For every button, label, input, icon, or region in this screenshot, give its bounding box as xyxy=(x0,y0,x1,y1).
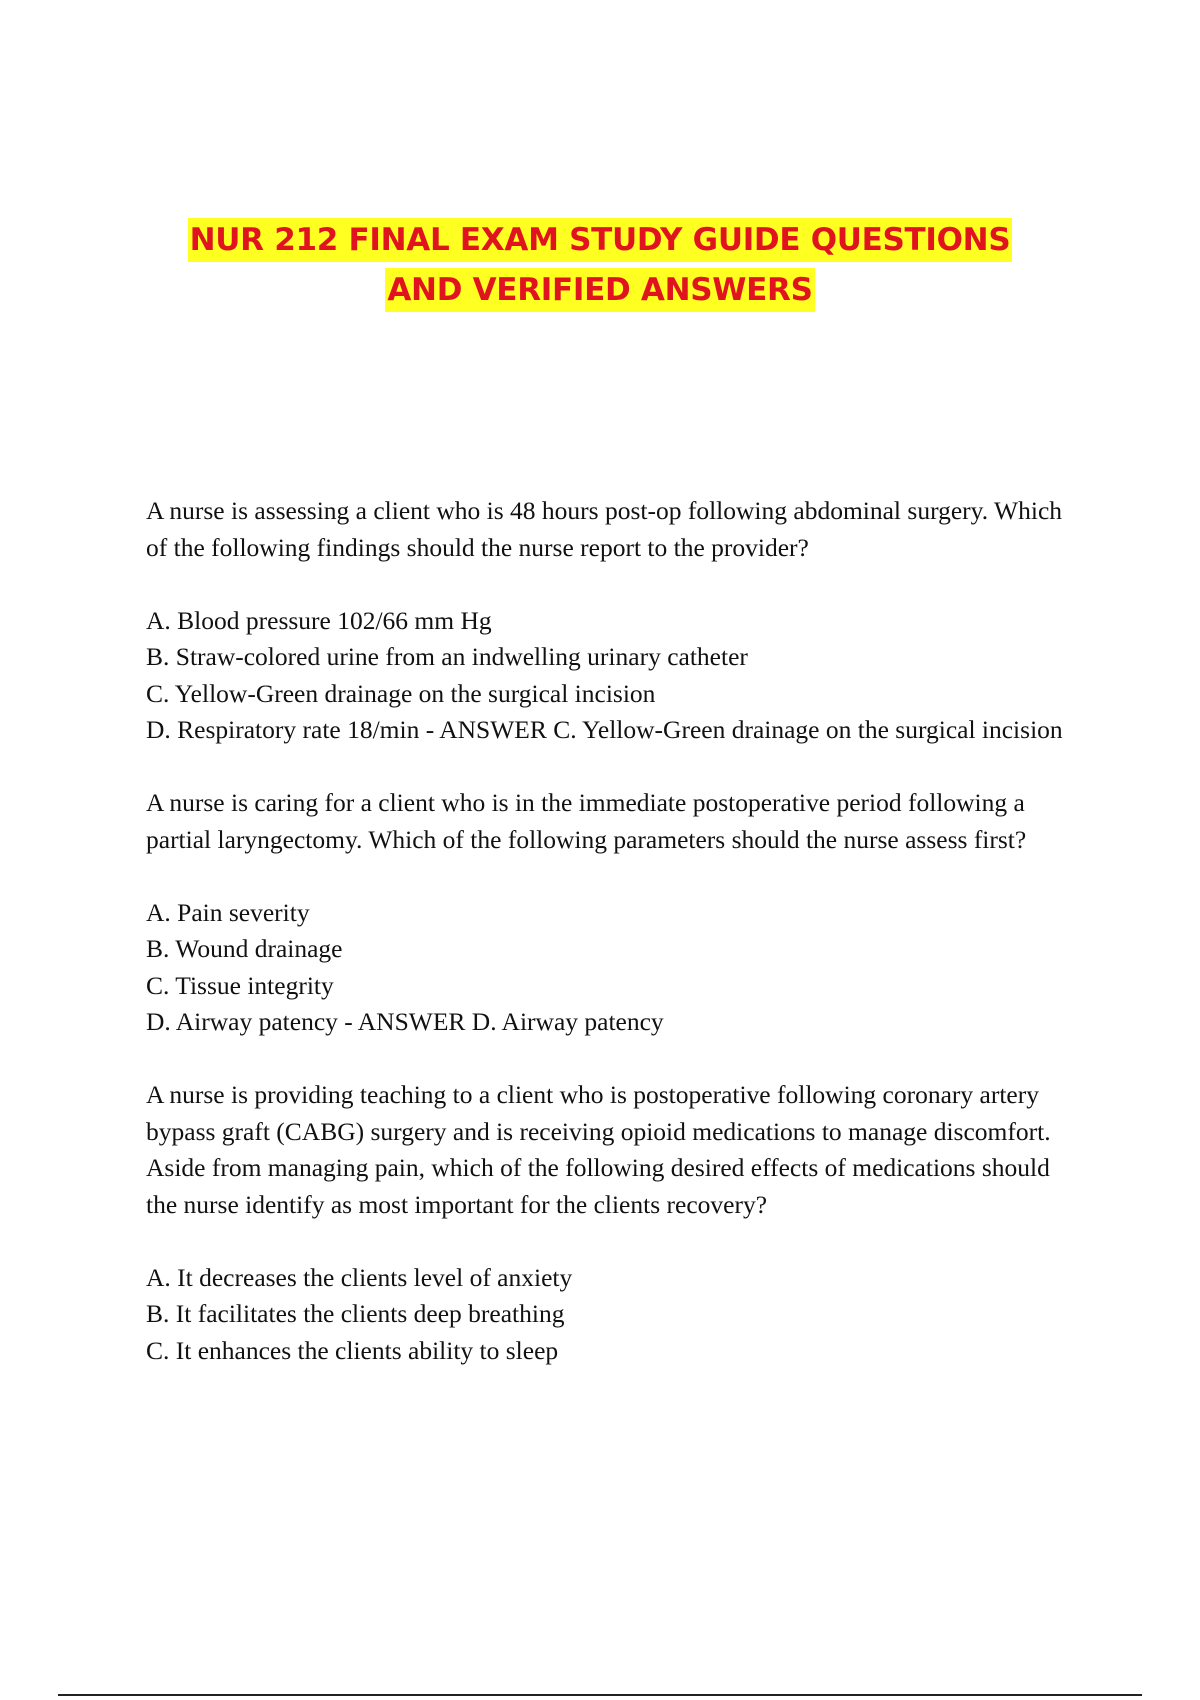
question-block-3 xyxy=(146,1077,1076,1369)
question-block-1 xyxy=(146,493,1076,749)
answer-options xyxy=(146,1260,1076,1370)
answer-options xyxy=(146,603,1076,749)
option-c: C. It enhances the clients ability to sleep xyxy=(146,1335,559,1365)
option-c: C. Yellow-Green drainage on the surgical incision xyxy=(146,678,656,708)
option-b: B. Straw-colored urine from an indwelling urinary catheter xyxy=(146,642,748,671)
bottom-divider xyxy=(58,1694,1142,1696)
option-d-with-answer: D. Respiratory rate 18/min - ANSWER C. Yellow-Green drainage on the surgical incision xyxy=(146,715,1063,744)
option-b: B. Wound drainage xyxy=(146,934,343,963)
title-line-2: AND VERIFIED ANSWERS xyxy=(385,268,814,312)
questions-list xyxy=(146,493,1076,1406)
option-c: C. Tissue integrity xyxy=(146,970,334,1000)
question-block-2 xyxy=(146,785,1076,1041)
answer-options xyxy=(146,895,1076,1041)
option-a: A. Pain severity xyxy=(146,897,310,927)
document-title xyxy=(0,218,1200,318)
option-d-with-answer: D. Airway patency - ANSWER D. Airway patency xyxy=(146,1007,664,1036)
option-a: A. Blood pressure 102/66 mm Hg xyxy=(146,605,492,635)
question-stem: A nurse is providing teaching to a client who is postoperative following coronary artery bypass graft (CABG) surgery and is receiving opioid medications to manage discomfort. Aside from managing pain, which of the following desired effects of medications should the nurse identify as most important for the clients recovery? xyxy=(146,1080,1051,1219)
option-b: B. It facilitates the clients deep breathing xyxy=(146,1299,565,1328)
option-a: A. It decreases the clients level of anxiety xyxy=(146,1262,573,1292)
question-stem: A nurse is caring for a client who is in the immediate postoperative period following a partial laryngectomy. Which of the following parameters should the nurse assess first? xyxy=(146,788,1027,854)
title-line-1: NUR 212 FINAL EXAM STUDY GUIDE QUESTIONS xyxy=(188,218,1013,262)
question-stem: A nurse is assessing a client who is 48 hours post-op following abdominal surgery. Which of the following findings should the nurse report to the provider? xyxy=(146,496,1063,562)
